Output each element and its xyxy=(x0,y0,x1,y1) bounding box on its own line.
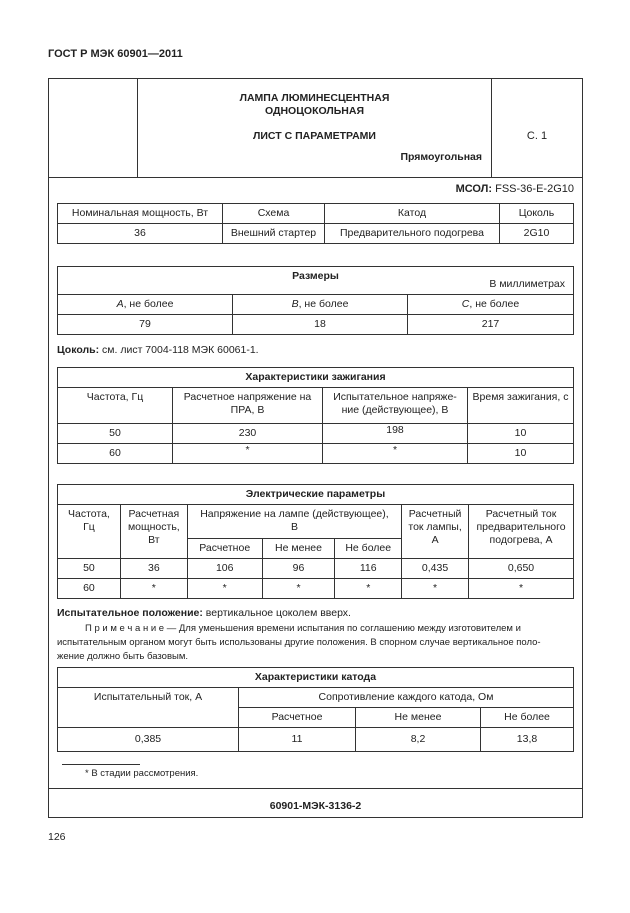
electric-sub-rated: Расчетное xyxy=(187,539,262,559)
note-block: П р и м е ч а н и е — Для уменьшения времени испытания по соглашению между изготовителем и испытательным органом могут быть использованы другие положения. В спорном случае вертикальное поло- жение должно быть базовым. xyxy=(57,623,541,662)
electric-header-freq: Частота, Гц xyxy=(58,505,121,559)
cap-reference: Цоколь: см. лист 7004-118 МЭК 60061-1. xyxy=(57,344,259,356)
electric-header-preheat: Расчетный ток предварительного подогрева, А xyxy=(469,505,574,559)
electric-cell: 50 xyxy=(58,559,121,579)
basic-header-cap: Цоколь xyxy=(500,204,574,224)
basic-value-power: 36 xyxy=(58,224,223,244)
footnote-rule xyxy=(62,764,140,765)
electric-cell: * xyxy=(262,579,335,599)
cathode-value-rated: 11 xyxy=(239,728,356,752)
ignition-cell: 230 xyxy=(173,424,323,444)
basic-header-scheme: Схема xyxy=(223,204,325,224)
ignition-cell: 60 xyxy=(58,444,173,464)
ignition-cell: * xyxy=(323,444,468,464)
basic-header-power: Номинальная мощность, Вт xyxy=(58,204,223,224)
electric-cell: * xyxy=(120,579,187,599)
electric-title: Электрические параметры xyxy=(58,485,574,505)
electric-table xyxy=(57,484,574,599)
dim-header-b: B, не более xyxy=(233,295,408,315)
document-header: ГОСТ Р МЭК 60901—2011 xyxy=(48,48,183,60)
dim-header-c: C, не более xyxy=(408,295,574,315)
electric-cell: * xyxy=(469,579,574,599)
electric-header-current: Расчетный ток лампы, А xyxy=(402,505,469,559)
sheet-code: 60901-МЭК-3136-2 xyxy=(269,800,362,812)
cathode-sub-min: Не менее xyxy=(356,708,481,728)
cathode-header-current: Испытательный ток, А xyxy=(58,688,239,728)
title-bottom-line xyxy=(48,177,583,178)
ignition-header-test-voltage: Испытательное напряже- ние (действующее), В xyxy=(323,388,468,424)
mcol-line: МСОЛ: FSS-36-E-2G10 xyxy=(455,183,574,195)
dim-value-b: 18 xyxy=(233,315,408,335)
dim-value-a: 79 xyxy=(58,315,233,335)
ignition-cell: 10 xyxy=(468,424,574,444)
electric-cell: 116 xyxy=(335,559,402,579)
electric-cell: * xyxy=(335,579,402,599)
cathode-sub-max: Не более xyxy=(481,708,574,728)
electric-header-voltage: Напряжение на лампе (действующее), В xyxy=(187,505,401,539)
cathode-value-min: 8,2 xyxy=(356,728,481,752)
ignition-cell: * xyxy=(173,444,323,464)
ignition-header-ballast: Расчетное напряжение на ПРА, В xyxy=(173,388,323,424)
ignition-cell: 198 xyxy=(323,424,468,444)
cathode-header-resistance: Сопротивление каждого катода, Ом xyxy=(239,688,574,708)
basic-header-cathode: Катод xyxy=(325,204,500,224)
dimensions-units: В миллиметрах xyxy=(489,278,565,290)
ignition-cell: 50 xyxy=(58,424,173,444)
cathode-sub-rated: Расчетное xyxy=(239,708,356,728)
basic-value-cap: 2G10 xyxy=(500,224,574,244)
dim-header-a: A, не более xyxy=(58,295,233,315)
ignition-cell: 10 xyxy=(468,444,574,464)
dimensions-table xyxy=(57,266,574,335)
cathode-title: Характеристики катода xyxy=(58,668,574,688)
sheet-title: ЛИСТ С ПАРАМЕТРАМИ xyxy=(253,130,376,142)
electric-cell: * xyxy=(187,579,262,599)
electric-cell: 36 xyxy=(120,559,187,579)
electric-sub-max: Не более xyxy=(335,539,402,559)
electric-sub-min: Не менее xyxy=(262,539,335,559)
dimensions-title: Размеры xyxy=(292,270,339,282)
page-label: С. 1 xyxy=(526,130,548,142)
footer-line xyxy=(48,788,583,789)
electric-header-power: Расчетная мощность, Вт xyxy=(120,505,187,559)
title-divider-right xyxy=(491,78,492,177)
electric-cell: 96 xyxy=(262,559,335,579)
ignition-header-time: Время зажигания, с xyxy=(468,388,574,424)
electric-cell: 106 xyxy=(187,559,262,579)
dimensions-title-cell xyxy=(58,267,574,295)
lamp-title: ЛАМПА ЛЮМИНЕСЦЕНТНАЯ ОДНОЦОКОЛЬНАЯ xyxy=(239,92,390,117)
cathode-value-max: 13,8 xyxy=(481,728,574,752)
basic-table xyxy=(57,203,574,244)
test-position: Испытательное положение: вертикальное цоколем вверх. xyxy=(57,607,351,619)
ignition-title: Характеристики зажигания xyxy=(58,368,574,388)
page-number: 126 xyxy=(48,831,66,843)
cathode-value-current: 0,385 xyxy=(58,728,239,752)
electric-cell: 60 xyxy=(58,579,121,599)
shape-label: Прямоугольная xyxy=(400,151,482,163)
ignition-header-freq: Частота, Гц xyxy=(58,388,173,424)
ignition-table xyxy=(57,367,574,464)
dim-value-c: 217 xyxy=(408,315,574,335)
basic-value-cathode: Предварительного подогрева xyxy=(325,224,500,244)
cathode-table xyxy=(57,667,574,752)
electric-cell: * xyxy=(402,579,469,599)
electric-cell: 0,650 xyxy=(469,559,574,579)
electric-cell: 0,435 xyxy=(402,559,469,579)
footnote: * В стадии рассмотрения. xyxy=(85,768,199,779)
basic-value-scheme: Внешний стартер xyxy=(223,224,325,244)
